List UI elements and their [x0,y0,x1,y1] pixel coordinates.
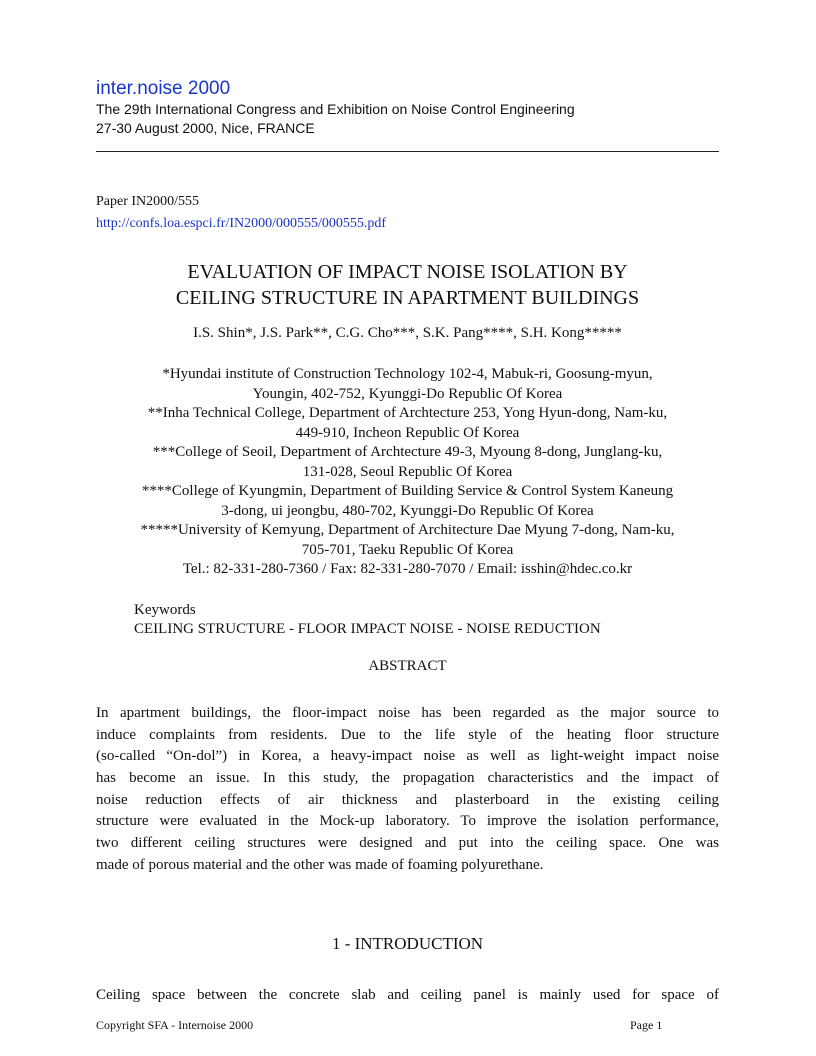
affiliations [96,365,719,580]
abstract-line: has become an issue. In this study, the propagation characteristics and the impact of [96,770,719,787]
abstract-heading: ABSTRACT [368,658,447,674]
abstract-line: induce complaints from residents. Due to the life style of the heating floor structure [96,726,719,743]
abstract-line: (so-called “On-dol”) in Korea, a heavy-impact noise as well as light-weight impact noise [96,748,719,765]
affiliation-line: 449-910, Incheon Republic Of Korea [295,424,520,441]
abstract-body [96,703,719,877]
keywords-text: CEILING STRUCTURE - FLOOR IMPACT NOISE - NOISE REDUCTION [134,621,601,637]
abstract-line: made of porous material and the other was made of foaming polyurethane. [96,856,544,873]
header-divider [96,151,719,152]
affiliation-line: Youngin, 402-752, Kyunggi-Do Republic Of Korea [252,385,563,402]
paper-url-link[interactable]: http://confs.loa.espci.fr/IN2000/000555/000555.pdf [96,216,387,231]
introduction-heading: 1 - INTRODUCTION [331,934,484,953]
congress-title: The 29th International Congress and Exhibition on Noise Control Engineering [96,101,575,117]
affiliation-line: 3-dong, ui jeongbu, 480-702, Kyunggi-Do Republic Of Korea [221,502,594,519]
paper-title [96,259,719,311]
affiliation-line: *Hyundai institute of Construction Technology 102-4, Mabuk-ri, Goosung-myun, [162,366,653,382]
footer-page-number: Page 1 [630,1018,663,1032]
contact-line: Tel.: 82-331-280-7360 / Fax: 82-331-280-7070 / Email: isshin@hdec.co.kr [182,561,633,577]
affiliation-line: ***College of Seoil, Department of Archtecture 49-3, Myoung 8-dong, Junglang-ku, [152,444,663,460]
affiliation-line: 705-701, Taeku Republic Of Korea [301,541,514,558]
affiliation-line: *****University of Kemyung, Department of Architecture Dae Myung 7-dong, Nam-ku, [140,522,675,538]
introduction-text: Ceiling space between the concrete slab and ceiling panel is mainly used for space of [96,987,719,1003]
footer-copyright: Copyright SFA - Internoise 2000 [96,1018,254,1032]
abstract-line: structure were evaluated in the Mock-up laboratory. To improve the isolation performance, [96,813,719,830]
abstract-line: noise reduction effects of air thickness and plasterboard in the existing ceiling [96,791,719,808]
conference-dates: 27-30 August 2000, Nice, FRANCE [96,120,315,136]
title-line: EVALUATION OF IMPACT NOISE ISOLATION BY [187,261,628,283]
affiliation-line: **Inha Technical College, Department of Archtecture 253, Yong Hyun-dong, Nam-ku, [147,405,668,421]
title-line: CEILING STRUCTURE IN APARTMENT BUILDINGS [175,287,640,309]
affiliation-line: ****College of Kyungmin, Department of Building Service & Control System Kaneung [141,483,674,499]
authors: I.S. Shin*, J.S. Park**, C.G. Cho***, S.K. Pang****, S.H. Kong***** [193,325,622,341]
paper-id: Paper IN2000/555 [96,194,200,209]
abstract-line: two different ceiling structures were designed and put into the ceiling space. One was [96,835,719,852]
keywords-heading: Keywords [134,602,196,618]
abstract-line: In apartment buildings, the floor-impact noise has been regarded as the major source to [96,705,719,721]
conference-name: inter.noise 2000 [96,78,231,99]
affiliation-line: 131-028, Seoul Republic Of Korea [302,463,513,480]
